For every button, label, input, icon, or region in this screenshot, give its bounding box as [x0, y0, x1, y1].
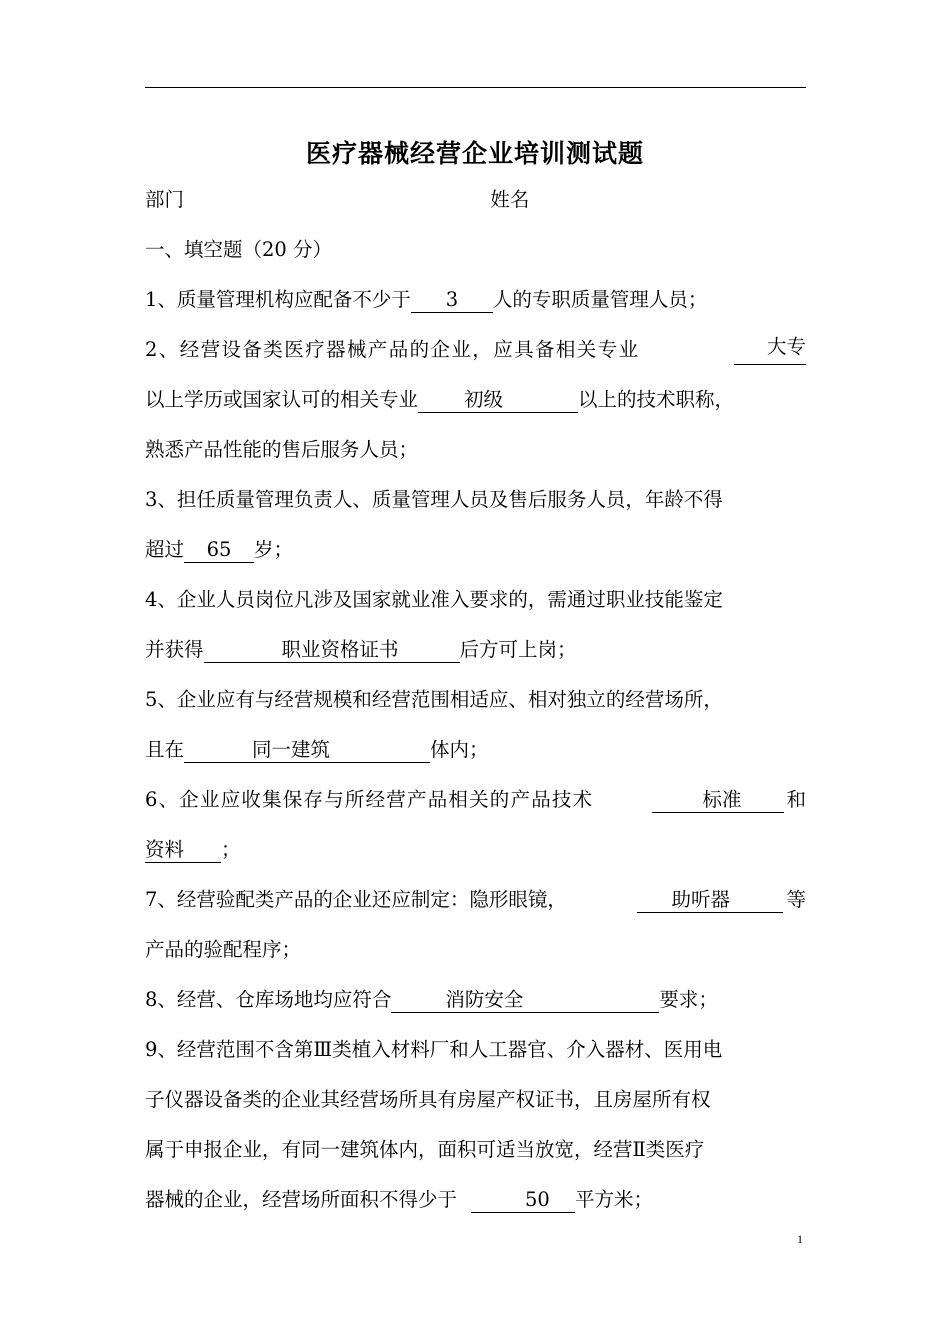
question-9-line-3: 属于申报企业，有同一建筑体内，面积可适当放宽，经营Ⅱ类医疗 [145, 1138, 705, 1161]
page-number: 1 [797, 1232, 803, 1246]
question-2-line-1: 2、经营设备类医疗器械产品的企业，应具备相关专业 大专 [145, 335, 806, 365]
question-9-line-1: 9、经营范围不含第Ⅲ类植入材料厂和人工器官、介入器材、医用电 [145, 1038, 723, 1061]
answer-blank: 同一建筑 [184, 738, 430, 763]
answer-blank: 助听器 [637, 888, 783, 913]
question-9-line-2: 子仪器设备类的企业其经营场所具有房屋产权证书，且房屋所有权 [145, 1088, 711, 1111]
header-rule [145, 87, 806, 88]
question-6-line-1: 6、企业应收集保存与所经营产品相关的产品技术 标准 和 [145, 788, 806, 811]
department-label: 部门 [145, 188, 185, 211]
answer-blank: 3 [411, 288, 493, 313]
answer-blank: 初级 [418, 388, 578, 413]
question-4-line-1: 4、企业人员岗位凡涉及国家就业准入要求的，需通过职业技能鉴定 [145, 588, 723, 611]
answer-blank: 大专 [734, 335, 806, 365]
question-4-line-2: 并获得 职业资格证书 后方可上岗； [145, 638, 577, 661]
document-title: 医疗器械经营企业培训测试题 [305, 139, 644, 168]
section-heading: 一、填空题（20 分） [145, 238, 333, 261]
answer-blank: 50 [471, 1188, 575, 1213]
answer-blank: 消防安全 [391, 988, 659, 1013]
question-5-line-2: 且在 同一建筑 体内； [145, 738, 489, 761]
question-7-line-1: 7、经营验配类产品的企业还应制定：隐形眼镜， 助听器 等 [145, 888, 806, 911]
question-3-line-2: 超过 65 岁； [145, 538, 294, 561]
question-2-line-3: 熟悉产品性能的售后服务人员； [145, 438, 419, 461]
answer-blank: 职业资格证书 [204, 638, 460, 663]
question-5-line-1: 5、企业应有与经营规模和经营范围相适应、相对独立的经营场所， [145, 688, 723, 711]
header-fields [145, 185, 529, 215]
question-7-line-2: 产品的验配程序； [145, 938, 302, 961]
question-6-line-2: 资料 ； [145, 838, 241, 861]
answer-blank: 资料 [145, 838, 221, 863]
question-1: 1、质量管理机构应配备不少于 3 人的专职质量管理人员； [145, 288, 708, 311]
name-label: 姓名 [490, 188, 530, 211]
question-8: 8、经营、仓库场地均应符合 消防安全 要求； [145, 988, 718, 1011]
answer-blank: 65 [184, 538, 254, 563]
answer-blank: 标准 [652, 788, 784, 813]
question-2-line-2: 以上学历或国家认可的相关专业 初级 以上的技术职称， [145, 388, 735, 411]
question-3-line-1: 3、担任质量管理负责人、质量管理人员及售后服务人员，年龄不得 [145, 488, 723, 511]
question-9-line-4: 器械的企业，经营场所面积不得少于 50 平方米； [145, 1188, 654, 1211]
